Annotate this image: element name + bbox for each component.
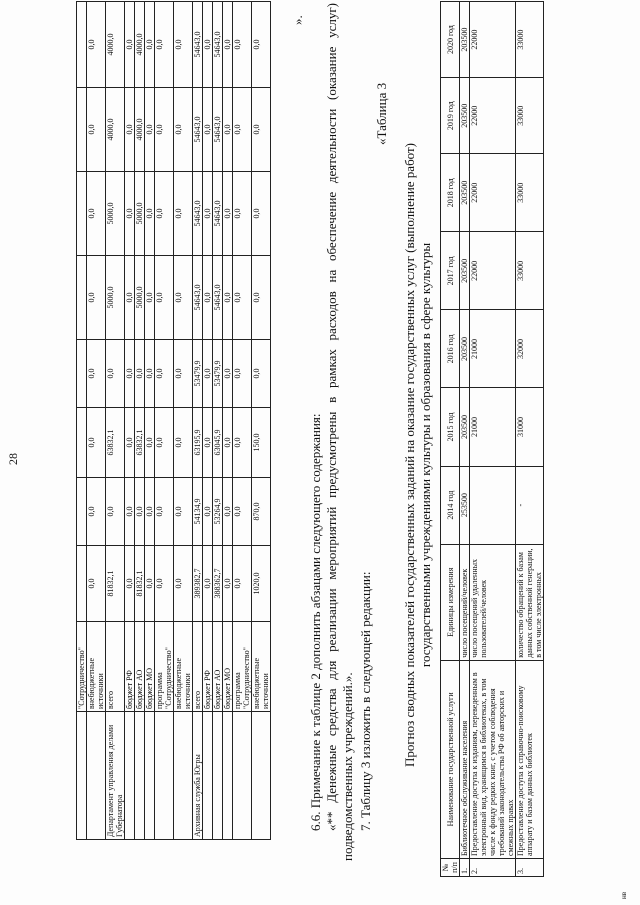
table-cell: 0,0 (233, 2, 252, 88)
table-cell: 253500 (460, 466, 470, 544)
table-cell: 0,0 (203, 546, 213, 622)
table-cell: 4000,0 (135, 2, 145, 88)
table-cell: 0,0 (223, 340, 233, 408)
table-cell: 203500 (460, 154, 470, 232)
table-cell: 389382,7 (193, 546, 203, 622)
funding-table (76, 1, 271, 840)
table-cell: 0,0 (252, 172, 271, 256)
table-cell: 0,0 (87, 478, 106, 546)
table-cell: 5000,0 (135, 256, 145, 340)
table-cell: 0,0 (87, 172, 106, 256)
table-cell: 0,0 (252, 2, 271, 88)
table-cell: 81832,1 (135, 546, 145, 622)
table-cell (77, 256, 87, 340)
table-cell (223, 712, 233, 840)
table-cell: 0,0 (155, 340, 174, 408)
table-cell: Библиотечное обслуживание населения (460, 660, 470, 858)
table-cell: Предоставление доступа к справочно-поисковому аппарату и базам данных библиотек (516, 660, 544, 858)
table-cell (213, 712, 223, 840)
paragraph-quote: «** Денежные средства для реализации мероприятий предусмотрены в рамках расходов на обеспечение деятельности (оказание услуг) подведомственных учреждений.». (324, 3, 355, 861)
table-cell (203, 712, 213, 840)
footer-mark: нв (620, 891, 628, 899)
table-cell (77, 2, 87, 88)
table-cell: 22000 (470, 2, 516, 78)
table-row (203, 2, 213, 840)
table-cell: 54643,0 (213, 88, 223, 172)
table-cell: 0,0 (87, 256, 106, 340)
table-cell: 0,0 (145, 340, 155, 408)
table-row (145, 2, 155, 840)
table-cell: бюджет РФ (203, 622, 213, 712)
table-cell: 32000 (516, 310, 544, 388)
table-cell: 0,0 (155, 2, 174, 88)
table-cell: внебюджетные источники (87, 622, 106, 712)
table-cell: 0,0 (233, 340, 252, 408)
table-cell: 0,0 (135, 478, 145, 546)
table-cell: 0,0 (174, 546, 193, 622)
table-cell: 4000,0 (106, 88, 125, 172)
table-cell: 0,0 (125, 172, 135, 256)
table-cell: 5000,0 (106, 172, 125, 256)
table-cell: 33000 (516, 232, 544, 310)
table-cell: 203500 (460, 2, 470, 78)
table-cell: 53264,9 (213, 478, 223, 546)
table-cell: 0,0 (174, 478, 193, 546)
table-cell: 0,0 (145, 256, 155, 340)
table-cell: 22000 (470, 232, 516, 310)
table-cell: 1020,0 (252, 546, 271, 622)
table-row (155, 2, 174, 840)
table-cell: 0,0 (223, 478, 233, 546)
table-row (106, 2, 125, 840)
table-cell: 0,0 (125, 408, 135, 478)
column-header: 2014 год (441, 466, 460, 544)
table-cell: 0,0 (87, 88, 106, 172)
table-cell: 5000,0 (135, 172, 145, 256)
table-cell: бюджет АО (135, 622, 145, 712)
table-cell (77, 88, 87, 172)
table-cell: 63832,1 (106, 408, 125, 478)
table-cell: 0,0 (223, 546, 233, 622)
table-cell (233, 712, 252, 840)
table-cell: - (516, 466, 544, 544)
table-cell: 0,0 (233, 408, 252, 478)
table-cell: 21000 (470, 310, 516, 388)
table-cell (87, 712, 106, 840)
column-header: 2017 год (441, 232, 460, 310)
table-cell: 203500 (460, 232, 470, 310)
table-cell: 54643,0 (193, 172, 203, 256)
table-cell: 54643,0 (193, 2, 203, 88)
column-header: 2015 год (441, 388, 460, 466)
table-cell: "Сотрудничество" (77, 622, 87, 712)
table-cell (174, 712, 193, 840)
table-cell: 203500 (460, 310, 470, 388)
table-cell: всего (106, 622, 125, 712)
table-row (213, 2, 223, 840)
table-row (252, 2, 271, 840)
table-cell: 0,0 (125, 546, 135, 622)
table-cell: 0,0 (145, 478, 155, 546)
table-cell (155, 712, 174, 840)
table-row (223, 2, 233, 840)
table-cell: 0,0 (203, 172, 213, 256)
table-cell: 0,0 (174, 172, 193, 256)
table-cell: 0,0 (233, 256, 252, 340)
table-cell: 54643,0 (193, 256, 203, 340)
column-header: 2019 год (441, 78, 460, 154)
table-cell: 54643,0 (213, 172, 223, 256)
table-cell: 0,0 (203, 256, 213, 340)
table-cell: 4000,0 (135, 88, 145, 172)
table-cell: 0,0 (203, 340, 213, 408)
table-cell: 0,0 (87, 408, 106, 478)
column-header: 2016 год (441, 310, 460, 388)
table-cell: 0,0 (87, 546, 106, 622)
table-row (460, 2, 470, 877)
table-cell: 388362,7 (213, 546, 223, 622)
table-row (135, 2, 145, 840)
table-cell: 22000 (470, 78, 516, 154)
table-cell: 0,0 (252, 256, 271, 340)
table-cell: 0,0 (233, 88, 252, 172)
table-cell: программа "Сотрудничество" (155, 622, 174, 712)
table-cell: количество обращений к базам данных собственной генерации, в том числе электронных (516, 544, 544, 660)
table-cell: 33000 (516, 2, 544, 78)
table-cell (77, 172, 87, 256)
table-cell: 0,0 (145, 546, 155, 622)
column-header: 2018 год (441, 154, 460, 232)
table-cell: 0,0 (135, 340, 145, 408)
table-cell: внебюджетные источники (252, 622, 271, 712)
table-cell: 31000 (516, 388, 544, 466)
table-cell (77, 478, 87, 546)
table-cell: 0,0 (203, 88, 213, 172)
table-cell: 0,0 (155, 478, 174, 546)
forecast-table (440, 1, 544, 877)
table-cell: 0,0 (125, 478, 135, 546)
table-cell: 63045,9 (213, 408, 223, 478)
forecast-title: Прогноз сводных показателей государственных заданий на оказание государственных услуг (выполнение работ) государственными учреждениями культуры и образования в сфере культуры (402, 142, 433, 768)
column-header: № п/п (441, 858, 460, 876)
table-cell: 0,0 (125, 2, 135, 88)
table-cell: число посещений удаленных пользователей/человек (470, 544, 516, 660)
table-cell: 33000 (516, 154, 544, 232)
table-cell: 0,0 (155, 408, 174, 478)
table-cell: 0,0 (106, 478, 125, 546)
column-header: 2020 год (441, 2, 460, 78)
table-row (125, 2, 135, 840)
table-cell: 0,0 (252, 340, 271, 408)
table-row (174, 2, 193, 840)
table-cell: 63832,1 (135, 408, 145, 478)
table-cell: 2. (470, 858, 516, 876)
table-cell: бюджет МО (223, 622, 233, 712)
paragraph-6-6: 6.6. Примечание к таблице 2 дополнить абзацами следующего содержания: (308, 413, 323, 831)
table-cell: 0,0 (203, 478, 213, 546)
table-row (193, 2, 203, 840)
column-header: Единицы измерения (441, 544, 460, 660)
paragraph-7: 7. Таблицу 3 изложить в следующей редакции: (358, 571, 373, 831)
table-cell: 0,0 (252, 88, 271, 172)
table-cell: 33000 (516, 78, 544, 154)
table-cell: 0,0 (223, 88, 233, 172)
table-row (77, 2, 87, 840)
table-cell: 0,0 (145, 2, 155, 88)
table-cell: 0,0 (223, 2, 233, 88)
table-cell: 53479,9 (213, 340, 223, 408)
table-cell: 0,0 (223, 172, 233, 256)
table-cell: 0,0 (174, 2, 193, 88)
table-row (233, 2, 252, 840)
table-cell: 0,0 (155, 546, 174, 622)
table-cell: 150,0 (252, 408, 271, 478)
table-cell (135, 712, 145, 840)
table-cell: 21000 (470, 388, 516, 466)
table-cell: 0,0 (125, 256, 135, 340)
table-cell: Департамент управления делами Губернатора (106, 712, 125, 840)
table-cell: 0,0 (87, 2, 106, 88)
table-cell: 0,0 (87, 340, 106, 408)
table-cell: 63195,9 (193, 408, 203, 478)
table-cell: бюджет АО (213, 622, 223, 712)
table-cell: 3. (516, 858, 544, 876)
table-cell: 0,0 (233, 478, 252, 546)
table-cell: Архивная служба Югры (193, 712, 203, 840)
table-cell (77, 340, 87, 408)
table-row (87, 2, 106, 840)
table-cell: 0,0 (174, 340, 193, 408)
table-cell: 0,0 (203, 408, 213, 478)
table-cell: 81832,1 (106, 546, 125, 622)
table-cell: 0,0 (155, 88, 174, 172)
table-cell: программа "Сотрудничество" (233, 622, 252, 712)
table-cell: 0,0 (223, 408, 233, 478)
table-cell: 0,0 (125, 88, 135, 172)
table-cell: внебюджетные источники (174, 622, 193, 712)
table-cell: 0,0 (106, 340, 125, 408)
table-cell: 0,0 (233, 172, 252, 256)
table-cell (252, 712, 271, 840)
table-cell: 53479,9 (193, 340, 203, 408)
table-cell: Предоставление доступа к изданиям, переведенным в электронный вид, хранящимся в библиотеках, в том числе к фонду редких книг, с учетом соблюдения требований законодательства РФ об авторских и смежных правах (470, 660, 516, 858)
table-cell: 203500 (460, 388, 470, 466)
table-cell: 203500 (460, 78, 470, 154)
table-cell: 54643,0 (193, 88, 203, 172)
table-cell: 0,0 (155, 256, 174, 340)
page-number: 28 (6, 453, 20, 465)
table-row (470, 2, 516, 877)
table-cell: 54134,9 (193, 478, 203, 546)
table-row (516, 2, 544, 877)
table-cell: число посещений/человек (460, 544, 470, 660)
table-cell: 0,0 (223, 256, 233, 340)
table-cell (77, 546, 87, 622)
table-cell: 0,0 (155, 172, 174, 256)
table-cell (77, 408, 87, 478)
table-cell (470, 466, 516, 544)
table-cell: 0,0 (233, 546, 252, 622)
table-cell: 54643,0 (213, 256, 223, 340)
table-cell (77, 712, 87, 840)
table-cell: 870,0 (252, 478, 271, 546)
table-cell: 0,0 (145, 172, 155, 256)
table-cell: бюджет РФ (125, 622, 135, 712)
table-3-label: «Таблица 3 (374, 82, 389, 145)
table-cell: 0,0 (174, 256, 193, 340)
table-cell: 0,0 (125, 340, 135, 408)
table-cell: 4000,0 (106, 2, 125, 88)
table-cell (145, 712, 155, 840)
table-cell (125, 712, 135, 840)
table-cell: 5000,0 (106, 256, 125, 340)
table-cell: 0,0 (174, 88, 193, 172)
table-cell: 22000 (470, 154, 516, 232)
table-cell: 0,0 (174, 408, 193, 478)
column-header: Наименование государственной услуги (441, 660, 460, 858)
table-cell: 0,0 (145, 88, 155, 172)
table-cell: 1. (460, 858, 470, 876)
table-cell: бюджет МО (145, 622, 155, 712)
table-cell: 0,0 (203, 2, 213, 88)
closing-bracket: ». (290, 15, 305, 25)
table-cell: 0,0 (145, 408, 155, 478)
table-cell: всего (193, 622, 203, 712)
table-cell: 54643,0 (213, 2, 223, 88)
